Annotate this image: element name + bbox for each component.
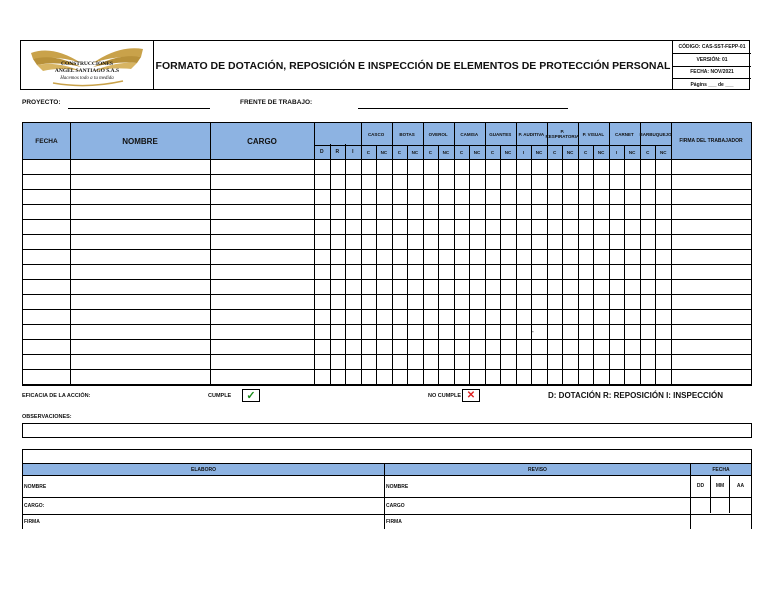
- nocumple-label: NO CUMPLE: [428, 393, 461, 399]
- sub-i-8: I: [616, 149, 618, 155]
- table-row[interactable]: [23, 339, 751, 340]
- document-header: [20, 40, 750, 90]
- aa-label: AA: [736, 483, 745, 489]
- logo-line-1: CONSTRUCCIONES: [61, 61, 113, 67]
- sub-c-0: C: [366, 149, 370, 155]
- project-label: PROYECTO:: [22, 99, 61, 106]
- group-p-visual: P. VISUAL: [582, 131, 605, 137]
- col-fecha: FECHA: [35, 137, 58, 145]
- group-barbuquejo: BARBUQUEJO: [639, 131, 672, 137]
- col-firma: FIRMA DEL TRABAJADOR: [679, 138, 743, 144]
- sub-nc-1: NC: [411, 149, 419, 155]
- sub-i-actividad: I: [352, 149, 354, 155]
- group-carnet: CARNET: [615, 131, 634, 137]
- group-guantes: GUANTES: [489, 131, 512, 137]
- sub-r-actividad: R: [335, 149, 340, 155]
- group-camisa: CAMISA: [460, 131, 479, 137]
- reviso-label: REVISO: [528, 466, 547, 473]
- epp-table: [22, 122, 752, 386]
- doc-page: Págins ___ de ___: [690, 81, 734, 88]
- elaboro-label: ELABORO: [191, 466, 216, 473]
- sub-nc-5: NC: [535, 149, 543, 155]
- table-row[interactable]: [23, 309, 751, 310]
- table-row[interactable]: [23, 279, 751, 280]
- cargo-elaboro: CARGO:: [24, 503, 45, 509]
- firma-elaboro: FIRMA: [24, 519, 40, 525]
- sub-c-1: C: [397, 149, 401, 155]
- logo-tagline: Hacemos todo a tu medida: [60, 76, 114, 81]
- sub-c-6: C: [552, 149, 557, 155]
- sub-c-9: C: [646, 149, 650, 155]
- group-botas: BOTAS: [399, 131, 415, 137]
- table-row[interactable]: [23, 249, 751, 250]
- group-casco: CASCO: [367, 131, 385, 137]
- sub-c-2: C: [428, 149, 433, 155]
- table-row[interactable]: [23, 264, 751, 265]
- work-front-line[interactable]: [358, 108, 568, 109]
- table-row[interactable]: [23, 204, 751, 205]
- sub-nc-9: NC: [659, 149, 667, 155]
- sub-i-5: I: [522, 149, 525, 155]
- sub-c-3: C: [459, 149, 464, 155]
- nombre-elaboro: NOMBRE: [24, 484, 47, 490]
- table-row[interactable]: [23, 324, 751, 325]
- table-row[interactable]: [23, 354, 751, 355]
- table-row[interactable]: [23, 219, 751, 220]
- observaciones-label: OBSERVACIONES:: [22, 414, 72, 420]
- sub-nc-4: NC: [504, 149, 512, 155]
- sub-c-4: C: [490, 149, 495, 155]
- group-p-auditiva: P. AUDITIVA: [518, 131, 545, 137]
- sub-nc-7: NC: [597, 149, 605, 155]
- logo-line-2: ANGEL SANTIAGO S.A.S: [54, 68, 120, 74]
- group-overol: OVEROL: [428, 131, 448, 137]
- fecha-sign-label: FECHA: [712, 466, 730, 473]
- table-row[interactable]: [23, 294, 751, 295]
- doc-date: FECHA: NOV/2021: [690, 69, 734, 75]
- nocumple-checkbox[interactable]: [462, 389, 480, 402]
- eficacia-label: EFICACIA DE LA ACCIÓN:: [22, 393, 91, 399]
- doc-version: VERSIÓN: 01: [696, 56, 728, 63]
- table-row[interactable]: [23, 384, 751, 385]
- cargo-reviso: CARGO: [386, 503, 405, 509]
- col-cargo: CARGO: [247, 136, 277, 146]
- nombre-reviso: NOMBRE: [386, 484, 409, 490]
- table-row[interactable]: [23, 234, 751, 235]
- sub-nc-3: NC: [473, 149, 481, 155]
- mm-label: MM: [715, 483, 725, 489]
- doc-code: CÓDIGO: CAS-SST-FEPP-01: [678, 44, 746, 50]
- observaciones-box[interactable]: [22, 423, 752, 438]
- sub-c-7: C: [583, 149, 588, 155]
- col-nombre: NOMBRE: [122, 136, 158, 146]
- row-mark: -: [532, 329, 534, 335]
- project-line[interactable]: [68, 108, 210, 109]
- check-icon: ✓: [246, 390, 256, 402]
- sub-d-actividad: D: [319, 149, 324, 155]
- dd-label: DD: [696, 483, 705, 489]
- table-row[interactable]: [23, 369, 751, 370]
- table-row[interactable]: [23, 174, 751, 175]
- sub-nc-2: NC: [442, 149, 450, 155]
- document-title: FORMATO DE DOTACIÓN, REPOSICIÓN E INSPECCIÓN DE ELEMENTOS DE PROTECCIÓN PERSONAL: [155, 60, 671, 72]
- cumple-label: CUMPLE: [208, 393, 232, 399]
- sub-nc-0: NC: [380, 149, 388, 155]
- work-front-label: FRENTE DE TRABAJO:: [240, 99, 313, 106]
- group-p-respiratoria: P. RESPIRATORIA: [545, 129, 580, 139]
- firma-reviso: FIRMA: [386, 519, 402, 525]
- sub-nc-8: NC: [628, 149, 636, 155]
- cumple-checkbox[interactable]: [242, 389, 260, 402]
- company-logo: [23, 43, 151, 89]
- sub-nc-6: NC: [566, 149, 574, 155]
- table-row[interactable]: [23, 189, 751, 190]
- signature-block: [22, 449, 752, 529]
- legend-text: D: DOTACIÓN R: REPOSICIÓN I: INSPECCIÓN: [548, 391, 723, 400]
- cross-icon: ✕: [466, 390, 476, 401]
